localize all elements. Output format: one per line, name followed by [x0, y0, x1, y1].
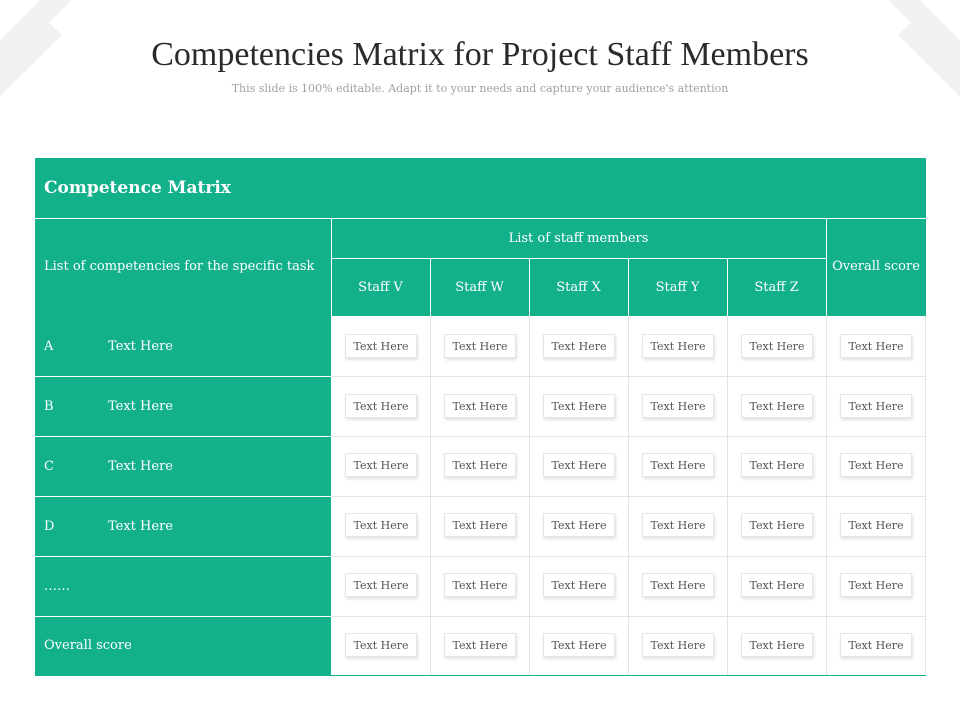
page-title: Competencies Matrix for Project Staff Members [151, 36, 809, 73]
table-row-label [35, 616, 331, 675]
divider [727, 258, 728, 316]
row-letter: D [44, 518, 55, 534]
text-box[interactable]: Text Here [444, 394, 516, 418]
staff-column-header: Staff Z [727, 258, 826, 316]
text-box[interactable]: Text Here [444, 453, 516, 477]
staff-column-header: Staff X [529, 258, 628, 316]
row-text: Text Here [108, 458, 173, 474]
divider [430, 258, 431, 316]
text-box[interactable]: Text Here [741, 573, 813, 597]
text-box[interactable]: Text Here [543, 633, 615, 657]
staff-list-header: List of staff members [331, 218, 826, 258]
text-box[interactable]: Text Here [840, 394, 912, 418]
text-box[interactable]: Text Here [840, 573, 912, 597]
text-box[interactable]: Text Here [642, 394, 714, 418]
text-box[interactable]: Text Here [444, 334, 516, 358]
competencies-header: List of competencies for the specific task [35, 218, 331, 316]
matrix-heading: Competence Matrix [35, 158, 926, 218]
grid-line [529, 316, 530, 675]
text-box[interactable]: Text Here [444, 513, 516, 537]
grid-line [925, 316, 926, 675]
page-subtitle: This slide is 100% editable. Adapt it to your needs and capture your audience's attention [231, 82, 729, 95]
text-box[interactable]: Text Here [543, 573, 615, 597]
text-box[interactable]: Text Here [345, 453, 417, 477]
divider [826, 218, 827, 316]
text-box[interactable]: Text Here [642, 453, 714, 477]
table-row-label [35, 316, 331, 376]
text-box[interactable]: Text Here [345, 633, 417, 657]
text-box[interactable]: Text Here [741, 633, 813, 657]
text-box[interactable]: Text Here [741, 394, 813, 418]
row-text: Text Here [108, 338, 173, 354]
text-box[interactable]: Text Here [840, 334, 912, 358]
staff-column-header: Staff Y [628, 258, 727, 316]
text-box[interactable]: Text Here [642, 633, 714, 657]
divider [35, 556, 331, 557]
divider [331, 218, 332, 316]
text-box[interactable]: Text Here [840, 513, 912, 537]
text-box[interactable]: Text Here [543, 513, 615, 537]
grid-line [628, 316, 629, 675]
text-box[interactable]: Text Here [840, 453, 912, 477]
text-box[interactable]: Text Here [741, 334, 813, 358]
row-letter: B [44, 398, 54, 414]
text-box[interactable]: Text Here [345, 513, 417, 537]
overall-score-header: Overall score [826, 218, 926, 316]
text-box[interactable]: Text Here [741, 513, 813, 537]
text-box[interactable]: Text Here [543, 453, 615, 477]
table-row-label [35, 496, 331, 556]
divider [35, 218, 926, 219]
text-box[interactable]: Text Here [345, 573, 417, 597]
divider [35, 376, 331, 377]
divider [628, 258, 629, 316]
text-box[interactable]: Text Here [642, 334, 714, 358]
text-box[interactable]: Text Here [543, 334, 615, 358]
text-box[interactable]: Text Here [345, 334, 417, 358]
table-row-label [35, 436, 331, 496]
staff-column-header: Staff V [331, 258, 430, 316]
row-letter: Overall score [44, 638, 132, 653]
grid-line [430, 316, 431, 675]
text-box[interactable]: Text Here [345, 394, 417, 418]
grid-line [727, 316, 728, 675]
text-box[interactable]: Text Here [642, 513, 714, 537]
row-text: Text Here [108, 398, 173, 414]
text-box[interactable]: Text Here [642, 573, 714, 597]
grid-line [826, 316, 827, 675]
row-letter: A [44, 338, 54, 354]
table-bottom-border [35, 675, 926, 676]
text-box[interactable]: Text Here [543, 394, 615, 418]
text-box[interactable]: Text Here [840, 633, 912, 657]
table-row-label [35, 556, 331, 616]
table-row-label [35, 376, 331, 436]
row-letter: …… [44, 578, 70, 594]
divider [35, 616, 331, 617]
divider [35, 436, 331, 437]
divider [331, 258, 826, 259]
row-text: Text Here [108, 518, 173, 534]
row-letter: C [44, 458, 54, 474]
divider [35, 496, 331, 497]
competence-matrix-table [35, 158, 926, 676]
text-box[interactable]: Text Here [444, 573, 516, 597]
text-box[interactable]: Text Here [444, 633, 516, 657]
staff-column-header: Staff W [430, 258, 529, 316]
divider [529, 258, 530, 316]
text-box[interactable]: Text Here [741, 453, 813, 477]
